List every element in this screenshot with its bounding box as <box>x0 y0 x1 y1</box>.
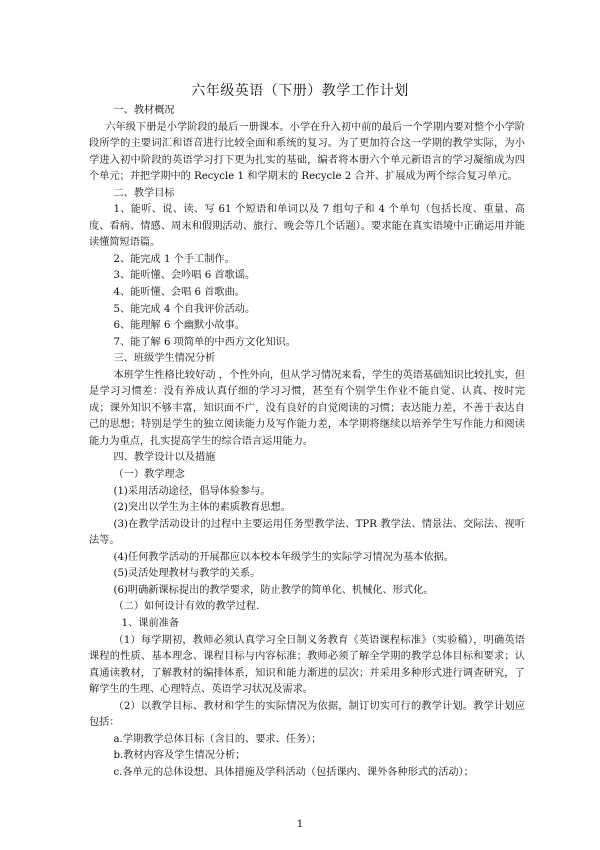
subheading-teaching-philosophy: （一）教学理念 <box>113 469 185 481</box>
subheading-effective-process: （二）如何设计有效的教学过程. <box>113 601 260 613</box>
philosophy-item: (1)采用活动途径，倡导体验参与。 <box>113 485 271 497</box>
goal-item: 2、能完成 1 个手工制作。 <box>113 253 235 265</box>
goal-item: 4、能听懂、会唱 6 首歌曲。 <box>113 287 245 299</box>
goal-item: 5、能完成 4 个自我评价活动。 <box>113 303 256 315</box>
paragraph-preparation-1: （1）每学期初，教师必须认真学习全日制义务教育《英语课程标准》（实验稿），明确英语课程的性质、基本理念、课程目标与内容标准；教师必须了解全学期的教学总体目标和要求；认真通读教材，了解教材的编排体系，知识和能力渐进的层次；并采用多种形式进行调查研究，了解学生的生理、心理特点、英语学习状况及需求。 <box>89 634 525 696</box>
plan-item: a.学期教学总体目标（含目的、要求、任务）； <box>113 733 322 745</box>
goal-item: 7、能了解 6 项简单的中西方文化知识。 <box>113 336 296 348</box>
section-heading-design-measures: 四、教学设计以及措施 <box>113 452 216 464</box>
philosophy-item: (4)任何教学活动的开展都应以本校本年级学生的实际学习情况为基本依据。 <box>113 551 454 563</box>
document-title: 六年级英语（下册）教学工作计划 <box>191 83 409 99</box>
section-heading-student-analysis: 三、班级学生情况分析 <box>113 353 216 365</box>
goal-item: 3、能听懂、会吟唱 6 首歌谣。 <box>113 270 256 282</box>
philosophy-item: (6)明确新课标提出的教学要求，防止教学的简单化、机械化、形式化。 <box>113 584 434 596</box>
section-heading-teaching-goals: 二、教学目标 <box>113 187 175 199</box>
philosophy-item: (5)灵活处理教材与教学的关系。 <box>113 568 261 580</box>
paragraph-student-analysis: 本班学生性格比较好动 ，个性外向，但从学习情况来看，学生的英语基础知识比较扎实，但是学习习惯差：没有养成认真仔细的学习习惯，甚至有个别学生作业不能自觉、认真、按时完成；课外知识不够丰富，知识面不广，没有良好的自觉阅读的习惯；表达能力差，不善于表达自己的思想；特别是学生的独立阅读能力及写作能力差，本学期将继续以培养学生写作能力和阅读能力为重点，扎实提高学生的综合语言运用能力。 <box>89 369 525 447</box>
paragraph-preparation-2: （2）以教学目标、教材和学生的实际情况为依据，制订切实可行的教学计划。教学计划应包括： <box>89 700 525 729</box>
document-body <box>89 103 525 781</box>
paragraph-textbook-overview: 六年级下册是小学阶段的最后一册课本。小学在升入初中前的最后一个学期内要对整个小学阶段所学的主要词汇和语音进行比较全面和系统的复习。为了更加符合这一学期的教学实际，为小学进入初中阶段的英语学习打下更为扎实的基础，编者将本册六个单元新语言的学习凝缩成为四个单元；并把学期中的 Recycle 1 和学期末的 Recycle 2 合并、扩展成为两个综合复习单元。 <box>89 121 525 183</box>
philosophy-item: (3)在教学活动设计的过程中主要运用任务型教学法、TPR 教学法、情景法、交际法、视听法等。 <box>89 518 525 547</box>
subheading-preparation: 1、课前准备 <box>121 617 180 629</box>
plan-item: c.各单元的总体设想、具体措施及学科活动（包括课内、课外各种形式的活动）； <box>113 766 474 778</box>
plan-item: b.教材内容及学生情况分析； <box>113 750 246 762</box>
goal-item: 6、能理解 6 个幽默小故事。 <box>113 320 245 332</box>
section-heading-textbook-overview: 一、教材概况 <box>113 105 175 116</box>
page-number: 1 <box>296 819 304 830</box>
goal-item: 1、能听、说、读、写 61 个短语和单词以及 7 组句子和 4 个单句（包括长度、重量、高度、看病、情感、周末和假期活动、旅行、晚会等几个话题）。要求能在真实语境中正确运用并能读懂简短语篇。 <box>89 204 525 249</box>
philosophy-item: (2)突出以学生为主体的素质教育思想。 <box>113 502 291 514</box>
